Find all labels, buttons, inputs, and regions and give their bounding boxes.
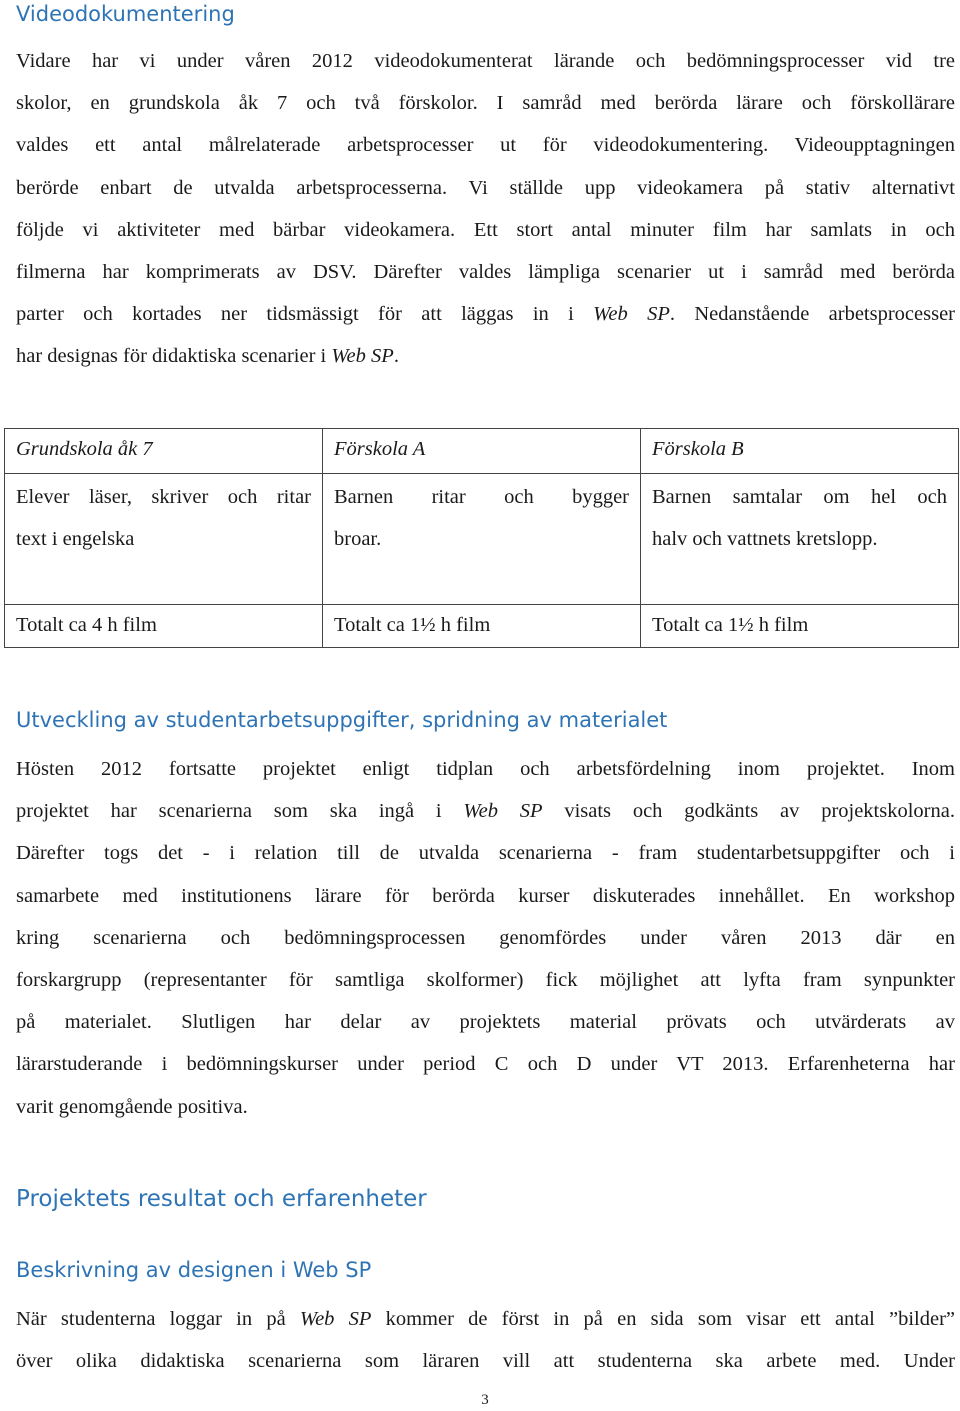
heading-beskrivning: Beskrivning av designen i Web SP (16, 1258, 372, 1282)
cell-line: Barnen ritar och bygger (334, 486, 629, 508)
table-cell: Totalt ca 1½ h film (323, 605, 641, 648)
text-line: projektet har scenarierna som ska ingå i Web SP visats och godkänts av projektskolorna. (16, 800, 955, 823)
text-line: Vidare har vi under våren 2012 videodokumenterat lärande och bedömningsprocesser vid tre (16, 50, 955, 72)
table-header-cell: Förskola B (641, 429, 959, 474)
text-line: valdes ett antal målrelaterade arbetsprocesser ut för videodokumentering. Videoupptagningen (16, 134, 955, 157)
table-row (5, 474, 959, 605)
text-line: kring scenarierna och bedömningsprocessen genomfördes under våren 2013 där en (16, 926, 955, 949)
table-cell (323, 474, 641, 605)
text-line: följde vi aktiviteter med bärbar videokamera. Ett stort antal minuter film har samlats in och (16, 218, 955, 241)
page-number: 3 (481, 1392, 489, 1408)
cell-line: Elever läser, skriver och ritar (16, 486, 311, 508)
text-line: skolor, en grundskola åk 7 och två förskolor. I samråd med berörda lärare och förskollärare (16, 92, 955, 115)
table-cell (5, 474, 323, 605)
heading-videodokumentering: Videodokumentering (16, 2, 235, 26)
text-line: parter och kortades ner tidsmässigt för att läggas in i Web SP. Nedanstående arbetsprocesser (16, 303, 955, 326)
cell-line: halv och vattnets kretslopp. (652, 528, 878, 550)
text-line: Därefter togs det - i relation till de utvalda scenarierna - fram studentarbetsuppgifter och i (16, 842, 955, 865)
cell-line: text i engelska (16, 528, 135, 550)
text-line: har designas för didaktiska scenarier i Web SP. (16, 345, 399, 368)
text-line: lärarstuderande i bedömningskurser under period C och D under VT 2013. Erfarenheterna har (16, 1053, 955, 1076)
heading-projektets-resultat: Projektets resultat och erfarenheter (16, 1186, 427, 1212)
text-line: forskargrupp (representanter för samtliga skolformer) fick möjlighet att lyfta fram synpunkter (16, 968, 955, 991)
text-line: över olika didaktiska scenarierna som läraren vill att studenterna ska arbete med. Under (16, 1350, 955, 1373)
text-line: Hösten 2012 fortsatte projektet enligt tidplan och arbetsfördelning inom projektet. Inom (16, 758, 955, 780)
table-header-row (5, 429, 959, 474)
table-cell (641, 474, 959, 605)
cell-line: Barnen samtalar om hel och (652, 486, 947, 508)
text-line: på materialet. Slutligen har delar av projektets material prövats och utvärderats av (16, 1011, 955, 1034)
text-line: berörde enbart de utvalda arbetsprocesserna. Vi ställde upp videokamera på stativ alternativt (16, 176, 955, 199)
film-table (4, 428, 959, 648)
paragraph-utveckling (16, 748, 955, 1128)
heading-utveckling: Utveckling av studentarbetsuppgifter, spridning av materialet (16, 708, 668, 732)
text-line: varit genomgående positiva. (16, 1095, 248, 1118)
table-header-cell: Förskola A (323, 429, 641, 474)
table-cell: Totalt ca 1½ h film (641, 605, 959, 648)
cell-line: broar. (334, 528, 382, 550)
text-line: När studenterna loggar in på Web SP kommer de först in på en sida som visar ett antal ”bilder” (16, 1308, 955, 1330)
text-line: samarbete med institutionens lärare för berörda kurser diskuterades innehållet. En workshop (16, 884, 955, 907)
table-row (5, 605, 959, 648)
paragraph-beskrivning (16, 1298, 955, 1382)
text-line: filmerna har komprimerats av DSV. Därefter valdes lämpliga scenarier ut i samråd med berörda (16, 260, 955, 283)
table-cell: Totalt ca 4 h film (5, 605, 323, 648)
paragraph-videodokumentering (16, 40, 955, 378)
table-header-cell: Grundskola åk 7 (5, 429, 323, 474)
